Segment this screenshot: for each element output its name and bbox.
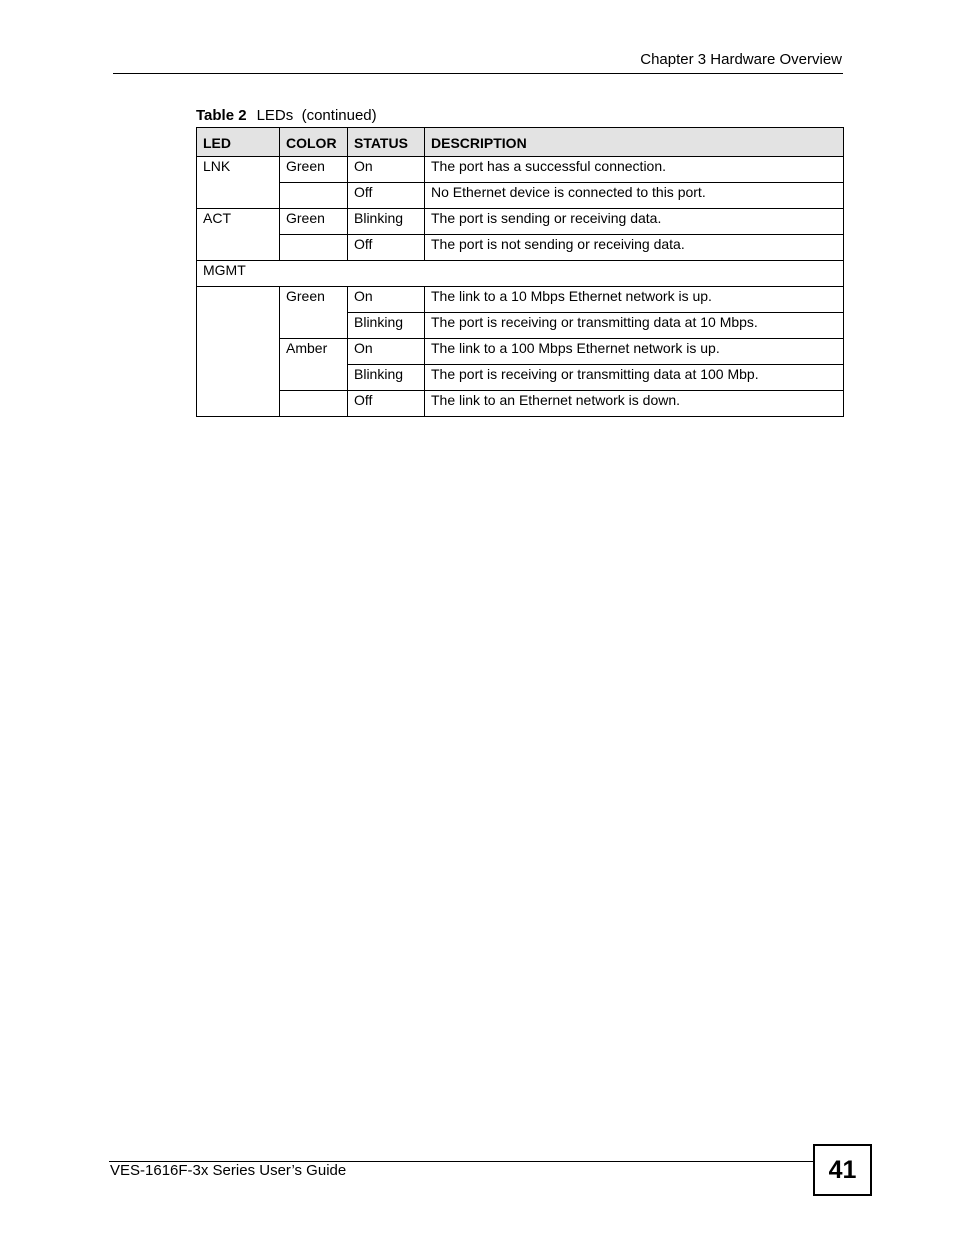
description-cell: The port has a successful connection. [425,157,844,183]
table-row [197,391,844,417]
description-cell: The port is receiving or transmitting data at 10 Mbps. [425,313,844,339]
column-header-led: LED [197,128,280,157]
color-cell: Green [280,209,348,235]
color-cell [280,391,348,417]
guide-title: VES-1616F-3x Series User’s Guide [110,1162,347,1179]
description-cell: The link to a 10 Mbps Ethernet network is up. [425,287,844,313]
table-row [197,209,844,235]
color-cell [280,183,348,209]
led-cell [197,287,280,417]
column-header-status: STATUS [348,128,425,157]
column-header-color: COLOR [280,128,348,157]
status-cell: Blinking [348,209,425,235]
description-cell: No Ethernet device is connected to this port. [425,183,844,209]
table-caption [196,107,377,124]
table-number: Table 2 [196,107,247,124]
color-cell: Green [280,287,348,339]
led-cell: ACT [197,209,280,261]
column-header-description: DESCRIPTION [425,128,844,157]
table-section-row [197,261,844,287]
table-row [197,157,844,183]
header-rule [113,73,843,74]
color-cell: Amber [280,339,348,391]
description-cell: The port is receiving or transmitting data at 100 Mbp. [425,365,844,391]
description-cell: The link to an Ethernet network is down. [425,391,844,417]
status-cell: On [348,157,425,183]
table-row [197,287,844,313]
color-cell [280,235,348,261]
table-header-row [197,128,844,157]
table-row [197,339,844,365]
status-cell: Blinking [348,365,425,391]
section-cell: MGMT [197,261,844,287]
status-cell: Off [348,391,425,417]
leds-table [196,127,844,417]
description-cell: The port is not sending or receiving data. [425,235,844,261]
color-cell: Green [280,157,348,183]
led-cell: LNK [197,157,280,209]
page-number: 41 [813,1144,872,1196]
description-cell: The port is sending or receiving data. [425,209,844,235]
status-cell: Blinking [348,313,425,339]
status-cell: Off [348,183,425,209]
table-title: LEDs (continued) [256,107,377,124]
status-cell: On [348,287,425,313]
status-cell: Off [348,235,425,261]
chapter-header: Chapter 3 Hardware Overview [640,51,842,68]
table-row [197,235,844,261]
description-cell: The link to a 100 Mbps Ethernet network is up. [425,339,844,365]
table-row [197,183,844,209]
status-cell: On [348,339,425,365]
